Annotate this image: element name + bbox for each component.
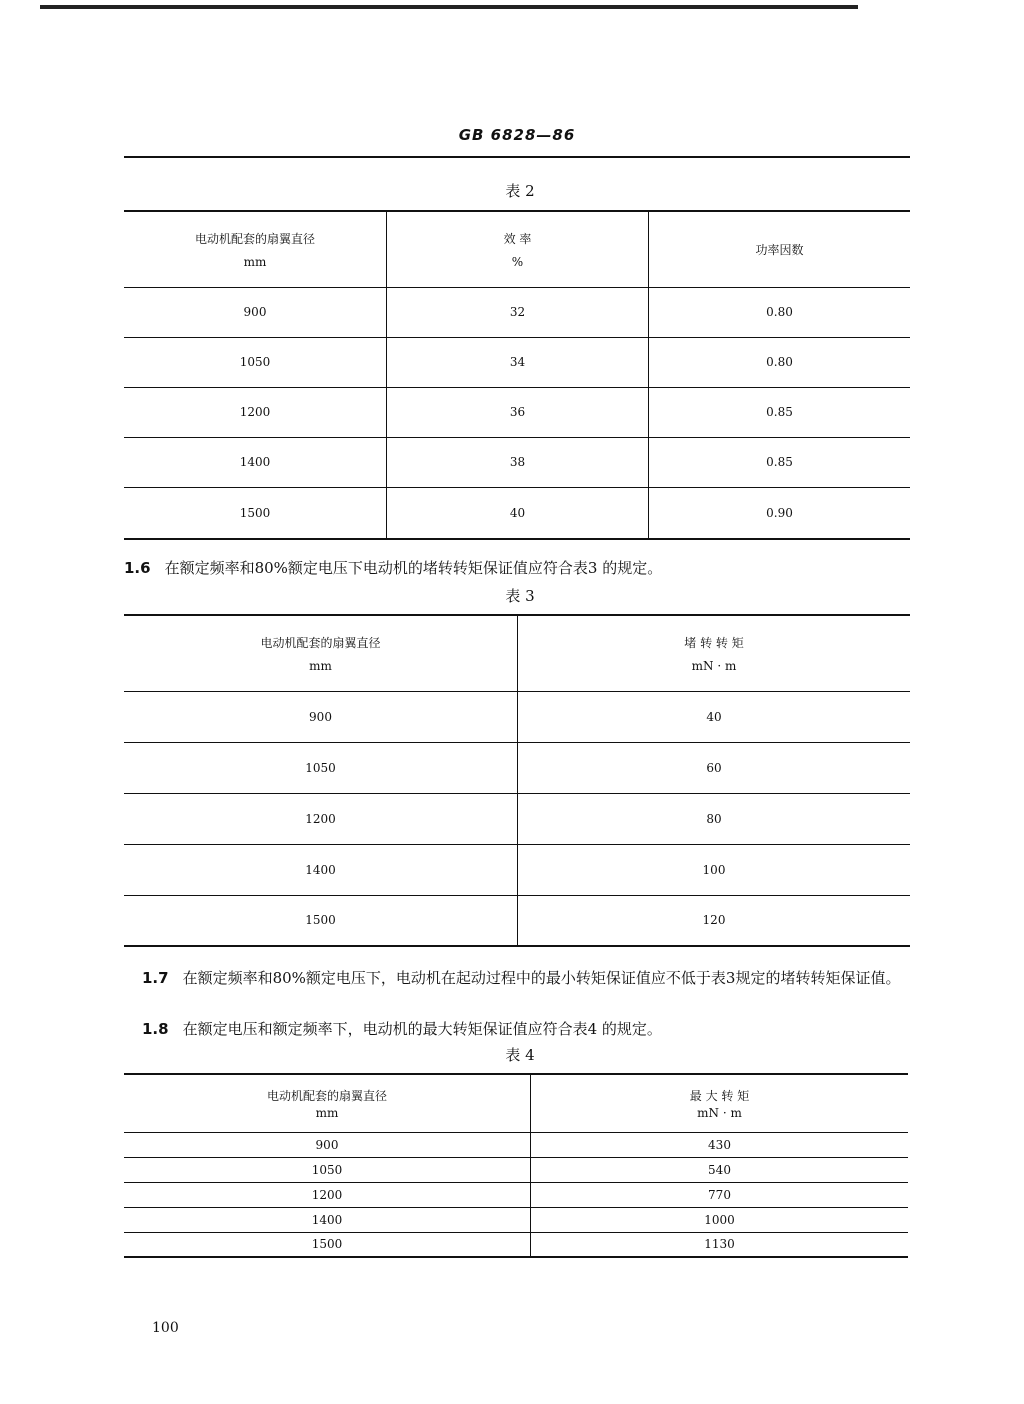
table3-col2-header — [518, 615, 911, 691]
diameter-cell: 1500 — [124, 1232, 531, 1257]
table2-col2-title: 效 率 — [503, 231, 532, 246]
table-row — [124, 337, 910, 387]
diameter-cell: 1200 — [124, 387, 387, 437]
table2-col3-title: 功率因数 — [755, 242, 804, 257]
max-torque-cell: 430 — [531, 1132, 909, 1157]
table-row — [124, 1207, 908, 1232]
standard-header: GB 6828—86 — [458, 126, 576, 144]
max-torque-cell: 770 — [531, 1182, 909, 1207]
efficiency-cell: 36 — [387, 387, 649, 437]
table-row — [124, 742, 910, 793]
paragraph-1-8 — [124, 1017, 914, 1041]
table3-col1-title: 电动机配套的扇翼直径 — [260, 635, 381, 650]
paragraph-1-6 — [124, 556, 914, 580]
table4 — [124, 1073, 908, 1258]
clause-number: 1.7 — [142, 969, 169, 987]
page-number: 100 — [152, 1320, 179, 1336]
table4-col1-unit: mm — [315, 1105, 339, 1120]
table2-col3-header — [649, 211, 911, 287]
table3-col1-header — [124, 615, 518, 691]
paragraph-1-7 — [124, 966, 914, 990]
diameter-cell: 1500 — [124, 895, 518, 946]
table-row — [124, 1157, 908, 1182]
table3-caption: 表 3 — [505, 587, 535, 605]
table2-col1-title: 电动机配套的扇翼直径 — [194, 231, 315, 246]
diameter-cell: 1050 — [124, 337, 387, 387]
max-torque-cell: 1000 — [531, 1207, 909, 1232]
max-torque-cell: 1130 — [531, 1232, 909, 1257]
power-factor-cell: 0.90 — [649, 487, 911, 539]
top-border-bar — [40, 5, 858, 9]
table4-header-row — [124, 1074, 908, 1132]
efficiency-cell: 34 — [387, 337, 649, 387]
efficiency-cell: 40 — [387, 487, 649, 539]
table2-header-row — [124, 211, 910, 287]
power-factor-cell: 0.80 — [649, 287, 911, 337]
diameter-cell: 900 — [124, 1132, 531, 1157]
table3-col2-title: 堵 转 转 矩 — [684, 635, 744, 650]
table-row — [124, 387, 910, 437]
table4-col2-unit: mN · m — [697, 1105, 742, 1120]
torque-cell: 40 — [518, 691, 911, 742]
table2-col1-unit: mm — [243, 254, 267, 269]
table2-col2-unit: % — [511, 254, 524, 269]
clause-text: 在额定频率和80%额定电压下，电动机在起动过程中的最小转矩保证值应不低于表3规定的堵转转矩保证值。 — [182, 969, 901, 987]
table2 — [124, 210, 910, 540]
table-row — [124, 793, 910, 844]
table3-col1-unit: mm — [309, 658, 332, 673]
table2-col1-header — [124, 211, 387, 287]
table4-col1-header — [124, 1074, 531, 1132]
max-torque-cell: 540 — [531, 1157, 909, 1182]
table-row — [124, 1232, 908, 1257]
table-row — [124, 844, 910, 895]
efficiency-cell: 32 — [387, 287, 649, 337]
clause-text: 在额定频率和80%额定电压下电动机的堵转转矩保证值应符合表3 的规定。 — [164, 559, 663, 577]
table-row — [124, 691, 910, 742]
header-rule — [124, 156, 910, 158]
table3 — [124, 614, 910, 947]
power-factor-cell: 0.80 — [649, 337, 911, 387]
power-factor-cell: 0.85 — [649, 387, 911, 437]
table-row — [124, 1132, 908, 1157]
diameter-cell: 1400 — [124, 437, 387, 487]
power-factor-cell: 0.85 — [649, 437, 911, 487]
table2-caption: 表 2 — [505, 182, 535, 200]
torque-cell: 60 — [518, 742, 911, 793]
diameter-cell: 900 — [124, 691, 518, 742]
table4-caption: 表 4 — [505, 1046, 535, 1064]
table4-col1-title: 电动机配套的扇翼直径 — [266, 1088, 387, 1103]
diameter-cell: 1400 — [124, 1207, 531, 1232]
diameter-cell: 1200 — [124, 1182, 531, 1207]
table-row — [124, 287, 910, 337]
table-row — [124, 437, 910, 487]
table-row — [124, 1182, 908, 1207]
torque-cell: 80 — [518, 793, 911, 844]
diameter-cell: 1400 — [124, 844, 518, 895]
table2-col2-header — [387, 211, 649, 287]
clause-number: 1.8 — [142, 1020, 169, 1038]
torque-cell: 100 — [518, 844, 911, 895]
table4-col2-title: 最 大 转 矩 — [689, 1088, 750, 1103]
torque-cell: 120 — [518, 895, 911, 946]
diameter-cell: 1200 — [124, 793, 518, 844]
table3-header-row — [124, 615, 910, 691]
clause-number: 1.6 — [124, 559, 151, 577]
table-row — [124, 487, 910, 539]
diameter-cell: 1500 — [124, 487, 387, 539]
table-row — [124, 895, 910, 946]
efficiency-cell: 38 — [387, 437, 649, 487]
diameter-cell: 1050 — [124, 742, 518, 793]
diameter-cell: 900 — [124, 287, 387, 337]
diameter-cell: 1050 — [124, 1157, 531, 1182]
clause-text: 在额定电压和额定频率下，电动机的最大转矩保证值应符合表4 的规定。 — [182, 1020, 662, 1038]
table4-col2-header — [531, 1074, 909, 1132]
table3-col2-unit: mN · m — [691, 658, 737, 673]
